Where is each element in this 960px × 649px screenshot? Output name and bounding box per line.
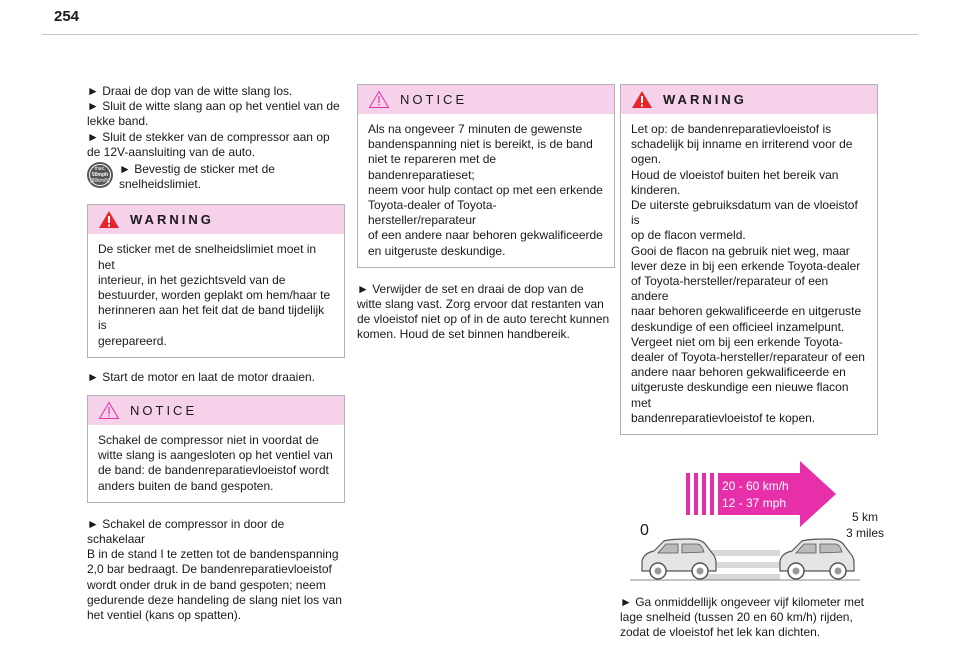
text-line: lekke band. xyxy=(87,114,149,129)
sticker-text: max. xyxy=(94,166,106,173)
driving-diagram xyxy=(620,457,885,587)
speed-arrow-icon xyxy=(686,461,836,527)
text-line: dealer of Toyota-hersteller/reparateur of een xyxy=(631,350,865,365)
driving-illustration xyxy=(620,457,885,587)
warning-box-fluid xyxy=(620,84,878,435)
text-line: en uitgeruste deskundige. xyxy=(368,243,506,258)
text-line: gerepareerd. xyxy=(98,333,167,348)
sticker-step xyxy=(87,162,345,192)
text-line: witte slang vast. Zorg ervoor dat restanten van xyxy=(357,297,604,312)
text-line: Als na ongeveer 7 minuten de gewenste xyxy=(368,122,583,136)
text-line: Let op: de bandenreparatievloeistof is xyxy=(631,122,832,136)
text-line: de 12V-aansluiting van de auto. xyxy=(87,144,256,159)
column-3 xyxy=(620,84,885,641)
text-line: ► Ga onmiddellijk ongeveer vijf kilometer met xyxy=(620,595,864,610)
text-line: zodat de vloeistof het lek kan dichten. xyxy=(620,625,821,640)
top-divider xyxy=(42,34,918,35)
text-line: lage snelheid (tussen 20 en 60 km/h) rijden, xyxy=(620,610,853,625)
compressor-step xyxy=(87,517,345,623)
notice-box-compressor xyxy=(87,395,345,503)
warning-box-sticker xyxy=(87,204,345,357)
distance-miles-label: 3 miles xyxy=(846,526,885,541)
start-distance-label: 0 xyxy=(640,522,649,540)
text-line: bandenspanning niet is bereikt, is de band xyxy=(368,137,593,152)
notice-header xyxy=(358,85,614,114)
drive-step xyxy=(620,595,878,641)
text-line: interieur, in het gezichtsveld van de xyxy=(98,272,286,287)
text-line: of Toyota-hersteller/reparateur of een andere xyxy=(631,274,829,304)
text-line: ► Schakel de compressor in door de schakelaar xyxy=(87,516,285,547)
text-line: anders buiten de band gespoten. xyxy=(98,478,274,493)
text-line: ► Sluit de stekker van de compressor aan op xyxy=(87,129,330,144)
text-line: ► Draai de dop van de witte slang los. xyxy=(87,84,293,98)
text-line: B in de stand I te zetten tot de bandenspanning xyxy=(87,547,339,562)
text-line: Gooi de flacon na gebruik niet weg, maar xyxy=(631,243,850,258)
text-line: deskundige of een officieel inzamelpunt. xyxy=(631,319,845,334)
text-line: op de flacon vermeld. xyxy=(631,228,746,243)
sticker-text: 50mph xyxy=(91,172,109,179)
text-line: het ventiel (kans op spatten). xyxy=(87,608,242,623)
text-line: niet te repareren met de bandenreparatieset; xyxy=(368,152,497,182)
notice-triangle-icon xyxy=(98,401,120,420)
text-line: kinderen. xyxy=(631,182,681,197)
distance-km-label: 5 km xyxy=(852,510,879,525)
text-line: andere naar behoren gekwalificeerde en xyxy=(631,365,846,380)
text-line: de vloeistof niet op of in de auto terecht kunnen xyxy=(357,312,610,327)
remove-kit-step xyxy=(357,282,615,343)
text-line: snelheidslimiet. xyxy=(119,177,202,192)
text-line: Schakel de compressor niet in voordat de xyxy=(98,433,319,448)
speed-mph-label: 12 - 37 mph xyxy=(722,496,787,511)
car-end-icon xyxy=(780,539,854,579)
car-start-icon xyxy=(642,539,716,579)
page-number: 254 xyxy=(54,8,80,25)
column-1 xyxy=(87,84,345,623)
text-line: De uiterste gebruiksdatum van de vloeistof is xyxy=(631,198,858,228)
warning-title: WARNING xyxy=(663,91,747,107)
text-line: De sticker met de snelheidslimiet moet in het xyxy=(98,242,317,272)
speed-kmh-label: 20 - 60 km/h xyxy=(722,479,789,494)
warning-triangle-icon xyxy=(631,90,653,109)
text-line: wordt onder druk in de band gespoten; neem xyxy=(87,577,326,592)
warning-triangle-icon xyxy=(98,210,120,229)
notice-header xyxy=(88,396,344,425)
speed-sticker-icon xyxy=(87,162,113,188)
text-line: ogen. xyxy=(631,152,662,167)
notice-title: NOTICE xyxy=(130,402,198,418)
text-line: bandenreparatievloeistof te kopen. xyxy=(631,410,816,425)
warning-title: WARNING xyxy=(130,212,214,228)
text-line: gedurende deze handeling de slang niet los van xyxy=(87,592,342,607)
text-line: herinneren aan het feit dat de band tijdelijk is xyxy=(98,303,325,333)
sticker-text: (80km/h) xyxy=(90,178,110,185)
text-line: ► Verwijder de set en draai de dop van de xyxy=(357,281,584,296)
text-line: komen. Houd de set binnen handbereik. xyxy=(357,327,570,342)
text-line: witte slang is aangesloten op het ventiel van xyxy=(98,448,333,463)
text-line: neem voor hulp contact op met een erkende xyxy=(368,182,603,197)
text-line: ► Sluit de witte slang aan op het ventiel van de xyxy=(87,99,340,114)
text-line: ► Start de motor en laat de motor draaien. xyxy=(87,369,315,384)
text-line: naar behoren gekwalificeerde en uitgeruste xyxy=(631,304,862,319)
text-line: Vergeet niet om bij een erkende Toyota- xyxy=(631,334,843,349)
warning-header xyxy=(88,205,344,234)
text-line: ► Bevestig de sticker met de xyxy=(119,162,275,177)
text-line: Toyota-dealer of Toyota-hersteller/reparateur xyxy=(368,198,497,228)
text-line: of een andere naar behoren gekwalificeerde xyxy=(368,228,603,243)
notice-title: NOTICE xyxy=(400,91,468,107)
text-line: 2,0 bar bedraagt. De bandenreparatievloeistof xyxy=(87,562,332,577)
notice-triangle-icon xyxy=(368,90,390,109)
warning-header xyxy=(621,85,877,114)
text-line: schadelijk bij inname en irriterend voor de xyxy=(631,137,853,152)
column-2 xyxy=(357,84,615,343)
text-line: uitgeruste deskundige een nieuwe flacon met xyxy=(631,380,849,410)
notice-box-pressure xyxy=(357,84,615,268)
text-line: Houd de vloeistof buiten het bereik van xyxy=(631,167,839,182)
intro-steps xyxy=(87,84,345,160)
text-line: de band: de bandenreparatievloeistof wordt xyxy=(98,463,329,478)
text-line: bestuurder, worden geplakt om hem/haar te xyxy=(98,288,331,303)
text-line: lever deze in bij een erkende Toyota-dealer xyxy=(631,258,861,273)
